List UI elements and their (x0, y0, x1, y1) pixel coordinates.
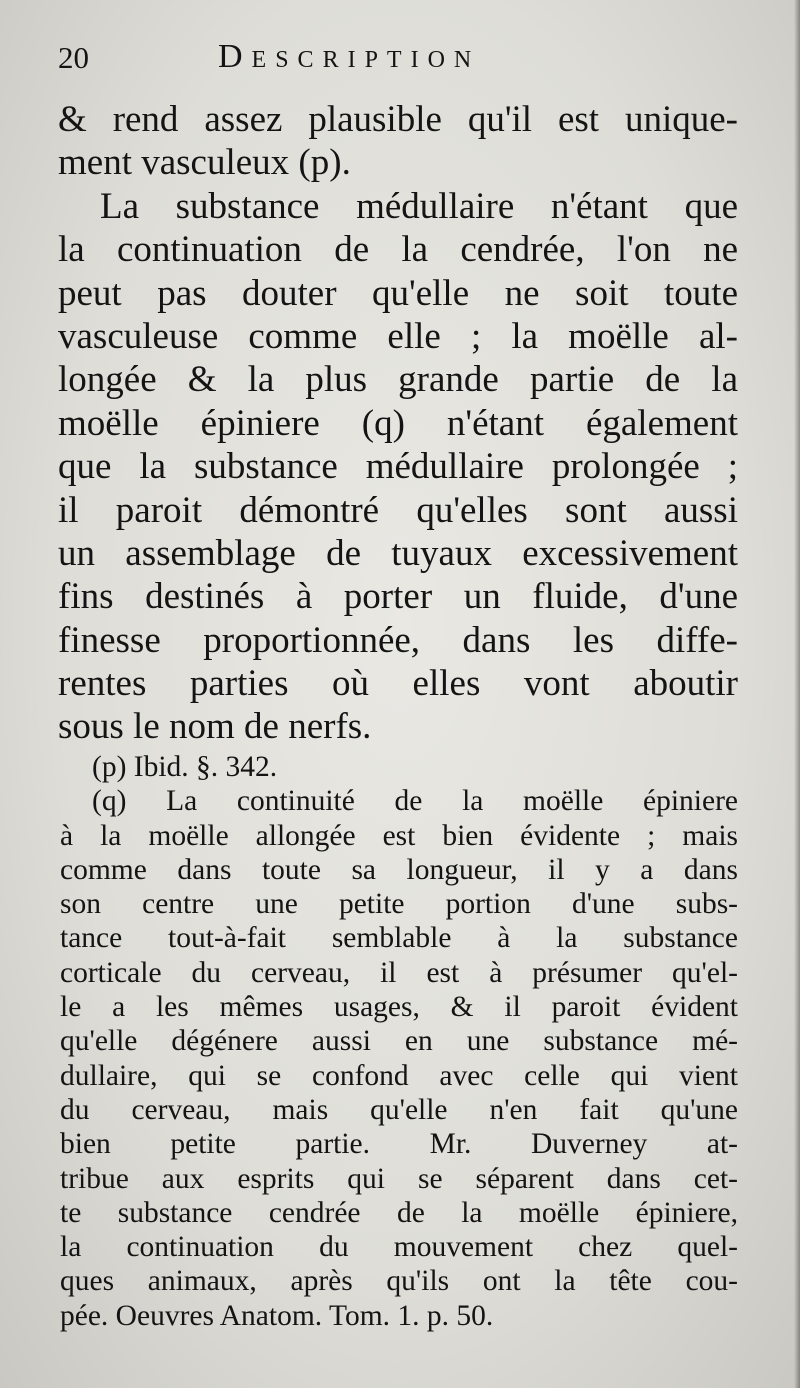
footnote-line: qu'elle dégénere aussi en une substance mé- (60, 1025, 738, 1058)
running-head: Description (218, 38, 481, 75)
footnote-line: corticale du cerveau, il est à présumer qu'el- (60, 956, 738, 989)
footnote-line: tance tout-à-fait semblable à la substance (60, 922, 738, 955)
footnote-line: dullaire, qui se confond avec celle qui vient (60, 1059, 738, 1092)
text-line: il paroit démontré qu'elles sont aussi (58, 489, 738, 531)
text-line: ment vasculeux (p). (58, 142, 351, 184)
text-line: la continuation de la cendrée, l'on ne (58, 229, 738, 271)
page-header (58, 34, 718, 84)
text-line: que la substance médullaire prolongée ; (58, 446, 738, 488)
text-line: longée & la plus grande partie de la (58, 359, 738, 401)
text-line: vasculeuse comme elle ; la moëlle al- (58, 315, 738, 357)
footnote-line: (p) Ibid. §. 342. (92, 751, 278, 783)
footnote-line: comme dans toute sa longueur, il y a dans (60, 853, 738, 886)
footnote-line: ques animaux, après qu'ils ont la tête cou- (60, 1265, 738, 1298)
text-line: sous le nom de nerfs. (58, 706, 372, 748)
footnote-line: du cerveau, mais qu'elle n'en fait qu'une (60, 1093, 738, 1126)
text-line: peut pas douter qu'elle ne soit toute (58, 272, 738, 314)
footnote-line: pée. Oeuvres Anatom. Tom. 1. p. 50. (60, 1299, 494, 1332)
footnote-line: son centre une petite portion d'une subs- (60, 888, 738, 921)
footnote-line: bien petite partie. Mr. Duverney at- (60, 1128, 738, 1161)
text-line: moëlle épiniere (q) n'étant également (58, 402, 738, 444)
text-line: & rend assez plausible qu'il est unique- (58, 99, 738, 140)
text-line: fins destinés à porter un fluide, d'une (58, 576, 738, 618)
main-text (58, 98, 738, 749)
footnote-line: (q) La continuité de la moëlle épiniere (92, 785, 738, 818)
footnote-line: la continuation du mouvement chez quel- (60, 1231, 738, 1264)
footnote-line: tribue aux esprits qui se séparent dans cet- (60, 1162, 738, 1195)
text-line: un assemblage de tuyaux excessivement (58, 532, 738, 574)
text-line: rentes parties où elles vont aboutir (58, 663, 738, 705)
footnotes (60, 750, 738, 1333)
footnote-line: te substance cendrée de la moëlle épiniere, (60, 1196, 738, 1229)
text-line: finesse proportionnée, dans les diffe- (58, 619, 738, 661)
page-number: 20 (58, 40, 89, 75)
footnote-line: le a les mêmes usages, & il paroit évident (60, 991, 738, 1024)
text-line: La substance médullaire n'étant que (100, 185, 738, 227)
footnote-line: à la moëlle allongée est bien évidente ; mais (60, 819, 738, 852)
